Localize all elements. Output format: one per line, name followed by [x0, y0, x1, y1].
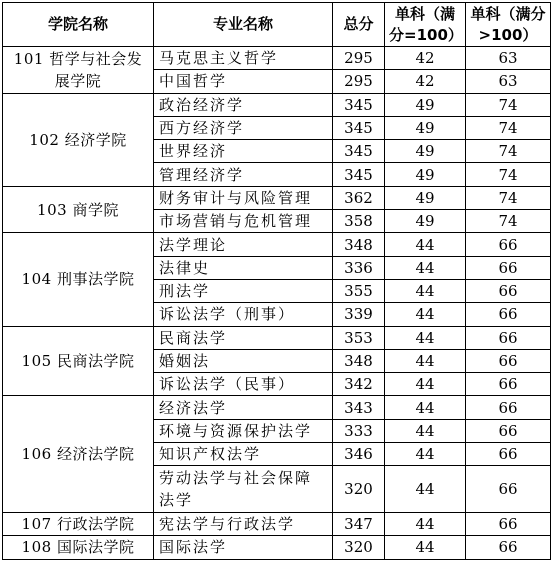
table-header-row: [3, 3, 551, 47]
college-cell: 108 国际法学院: [3, 536, 154, 559]
single-over-100-cell: 66: [466, 279, 551, 302]
college-cell: 107 行政法学院: [3, 512, 154, 535]
score-table: [2, 2, 551, 560]
single-over-100-cell: 66: [466, 443, 551, 466]
total-score-cell: 295: [333, 70, 385, 93]
single-over-100-cell: 66: [466, 536, 551, 559]
total-score-cell: 336: [333, 256, 385, 279]
total-score-cell: 345: [333, 140, 385, 163]
single-100-cell: 44: [385, 349, 466, 372]
major-cell: 刑法学: [154, 279, 333, 302]
single-100-cell: 44: [385, 279, 466, 302]
total-score-cell: 362: [333, 186, 385, 209]
single-over-100-cell: 66: [466, 303, 551, 326]
major-cell: 宪法学与行政法学: [154, 512, 333, 535]
college-cell: 106 经济法学院: [3, 396, 154, 512]
single-over-100-cell: 74: [466, 210, 551, 233]
single-100-cell: 44: [385, 326, 466, 349]
single-over-100-cell: 63: [466, 70, 551, 93]
single-100-cell: 44: [385, 256, 466, 279]
major-cell: 知识产权法学: [154, 443, 333, 466]
single-over-100-cell: 66: [466, 396, 551, 419]
single-100-cell: 49: [385, 140, 466, 163]
major-cell: 世界经济: [154, 140, 333, 163]
major-cell: 诉讼法学（民事）: [154, 373, 333, 396]
single-over-100-cell: 66: [466, 349, 551, 372]
total-score-cell: 345: [333, 163, 385, 186]
college-cell: 101 哲学与社会发展学院: [3, 47, 154, 94]
table-row: [3, 536, 551, 559]
total-score-cell: 345: [333, 93, 385, 116]
single-100-cell: 44: [385, 466, 466, 513]
college-cell: 103 商学院: [3, 186, 154, 233]
major-cell: 诉讼法学（刑事）: [154, 303, 333, 326]
header-major: 专业名称: [154, 3, 333, 47]
single-100-cell: 44: [385, 373, 466, 396]
major-cell: 国际法学: [154, 536, 333, 559]
total-score-cell: 358: [333, 210, 385, 233]
single-100-cell: 49: [385, 186, 466, 209]
single-over-100-cell: 74: [466, 140, 551, 163]
major-cell: 政治经济学: [154, 93, 333, 116]
total-score-cell: 320: [333, 466, 385, 513]
total-score-cell: 345: [333, 116, 385, 139]
total-score-cell: 339: [333, 303, 385, 326]
total-score-cell: 348: [333, 233, 385, 256]
total-score-cell: 346: [333, 443, 385, 466]
major-cell: 市场营销与危机管理: [154, 210, 333, 233]
single-over-100-cell: 66: [466, 512, 551, 535]
table-row: [3, 47, 551, 70]
single-100-cell: 42: [385, 47, 466, 70]
major-cell: 民商法学: [154, 326, 333, 349]
table-row: [3, 186, 551, 209]
table-row: [3, 512, 551, 535]
major-cell: 法学理论: [154, 233, 333, 256]
total-score-cell: 355: [333, 279, 385, 302]
single-100-cell: 49: [385, 163, 466, 186]
major-cell: 环境与资源保护法学: [154, 419, 333, 442]
major-cell: 马克思主义哲学: [154, 47, 333, 70]
total-score-cell: 343: [333, 396, 385, 419]
single-100-cell: 44: [385, 419, 466, 442]
single-over-100-cell: 66: [466, 419, 551, 442]
single-over-100-cell: 63: [466, 47, 551, 70]
single-100-cell: 49: [385, 116, 466, 139]
single-over-100-cell: 66: [466, 256, 551, 279]
major-cell: 婚姻法: [154, 349, 333, 372]
single-over-100-cell: 74: [466, 163, 551, 186]
header-college: 学院名称: [3, 3, 154, 47]
single-100-cell: 44: [385, 396, 466, 419]
total-score-cell: 342: [333, 373, 385, 396]
college-cell: 102 经济学院: [3, 93, 154, 186]
major-cell: 财务审计与风险管理: [154, 186, 333, 209]
score-table-container: [2, 2, 551, 560]
single-100-cell: 44: [385, 536, 466, 559]
college-cell: 104 刑事法学院: [3, 233, 154, 326]
table-row: [3, 93, 551, 116]
single-100-cell: 42: [385, 70, 466, 93]
total-score-cell: 348: [333, 349, 385, 372]
major-cell: 西方经济学: [154, 116, 333, 139]
table-row: [3, 326, 551, 349]
table-row: [3, 233, 551, 256]
single-over-100-cell: 66: [466, 373, 551, 396]
major-cell: 法律史: [154, 256, 333, 279]
table-body: [3, 47, 551, 560]
single-over-100-cell: 66: [466, 326, 551, 349]
major-cell: 经济法学: [154, 396, 333, 419]
header-total: 总分: [333, 3, 385, 47]
single-over-100-cell: 66: [466, 466, 551, 513]
major-cell: 劳动法学与社会保障法学: [154, 466, 333, 513]
single-100-cell: 49: [385, 93, 466, 116]
single-100-cell: 44: [385, 443, 466, 466]
college-cell: 105 民商法学院: [3, 326, 154, 396]
header-single-over-100: 单科（满分>100）: [466, 3, 551, 47]
major-cell: 管理经济学: [154, 163, 333, 186]
single-100-cell: 44: [385, 303, 466, 326]
total-score-cell: 347: [333, 512, 385, 535]
single-over-100-cell: 74: [466, 93, 551, 116]
single-100-cell: 49: [385, 210, 466, 233]
major-cell: 中国哲学: [154, 70, 333, 93]
single-100-cell: 44: [385, 512, 466, 535]
header-single-100: 单科（满分=100）: [385, 3, 466, 47]
total-score-cell: 295: [333, 47, 385, 70]
total-score-cell: 353: [333, 326, 385, 349]
single-over-100-cell: 66: [466, 233, 551, 256]
table-row: [3, 396, 551, 419]
single-over-100-cell: 74: [466, 186, 551, 209]
total-score-cell: 320: [333, 536, 385, 559]
single-over-100-cell: 74: [466, 116, 551, 139]
single-100-cell: 44: [385, 233, 466, 256]
total-score-cell: 333: [333, 419, 385, 442]
